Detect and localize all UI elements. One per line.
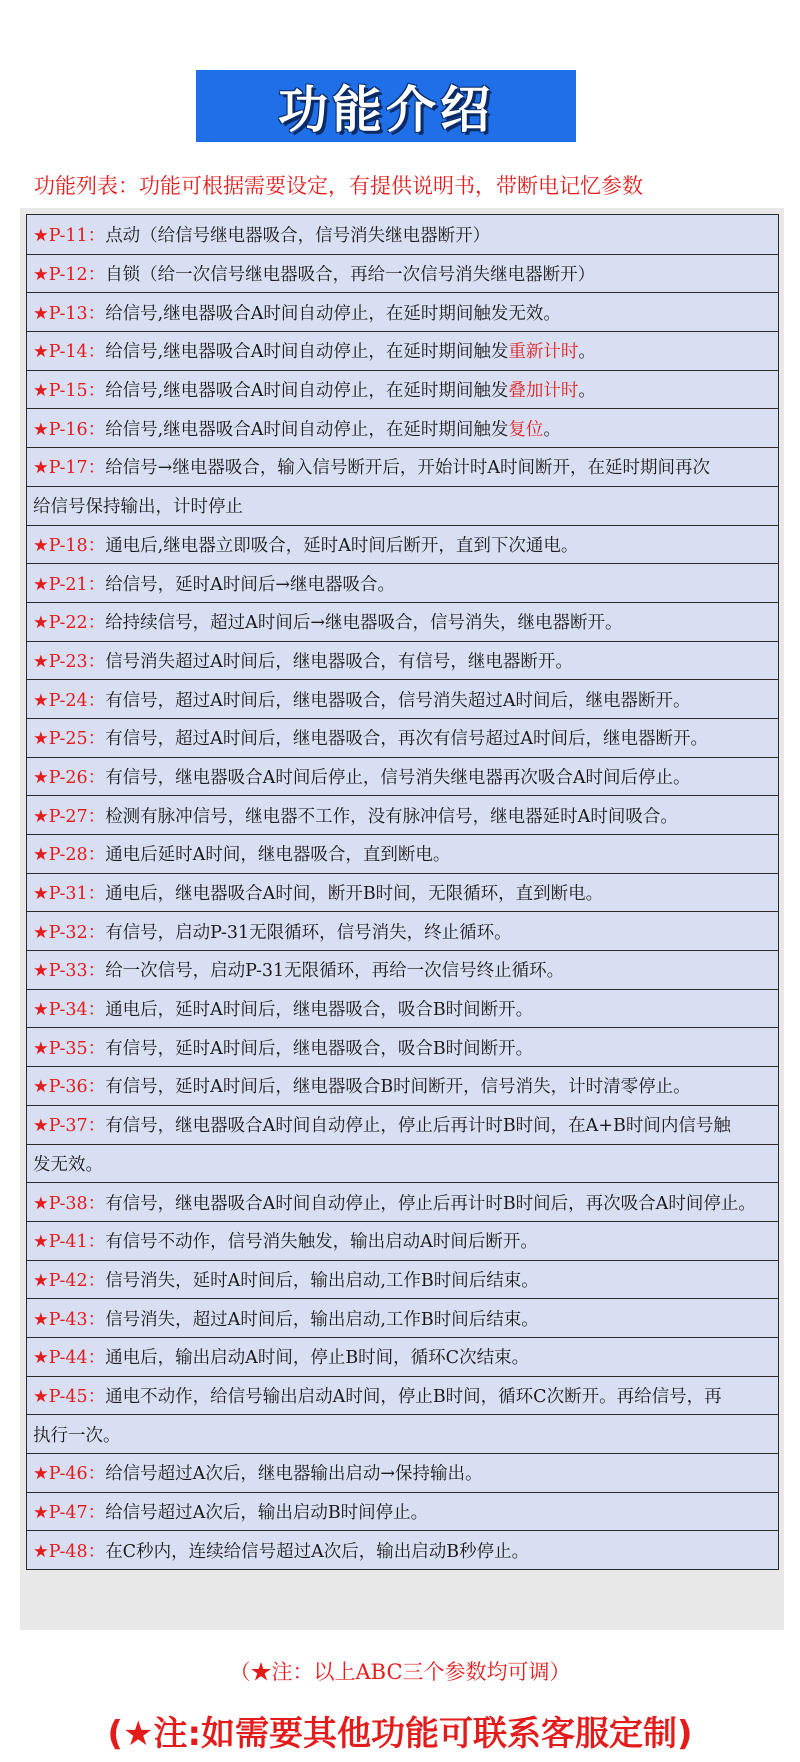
custom-function-note: (★注:如需要其他功能可联系客服定制) xyxy=(107,1714,693,1754)
function-code: ★P-43： xyxy=(33,1309,106,1330)
function-description: 点动（给信号继电器吸合，信号消失继电器断开） xyxy=(105,225,491,246)
function-description: 。 xyxy=(543,419,561,440)
function-code: ★P-28： xyxy=(33,845,106,866)
function-description: 有信号，继电器吸合A时间自动停止，停止后再计时B时间后，再次吸合A时间停止。 xyxy=(105,1193,756,1214)
function-code: ★P-36： xyxy=(33,1077,106,1098)
function-description: 。 xyxy=(578,342,596,363)
table-row xyxy=(27,1260,778,1299)
highlight-text: 复位 xyxy=(508,419,544,440)
function-description: 给一次信号，启动P-31无限循环，再给一次信号终止循环。 xyxy=(105,961,565,982)
table-row xyxy=(27,408,778,447)
highlight-text: 重新计时 xyxy=(508,342,579,363)
function-code: ★P-26： xyxy=(33,767,106,788)
table-row xyxy=(27,602,778,641)
function-description: 通电后延时A时间，继电器吸合，直到断电。 xyxy=(105,845,451,866)
function-code: ★P-17： xyxy=(33,458,106,479)
table-row xyxy=(27,1066,778,1105)
table-row xyxy=(27,873,778,912)
function-code: ★P-14： xyxy=(33,342,106,363)
table-row xyxy=(27,911,778,950)
function-code: ★P-11： xyxy=(33,225,106,246)
table-row xyxy=(27,1182,778,1221)
function-description: 给信号,继电器吸合A时间自动停止，在延时期间触发 xyxy=(105,419,509,440)
function-description: 检测有脉冲信号，继电器不工作，没有脉冲信号，继电器延时A时间吸合。 xyxy=(105,806,678,827)
function-code: ★P-32： xyxy=(33,922,106,943)
table-row xyxy=(27,1337,778,1376)
table-row xyxy=(27,1376,778,1415)
table-row xyxy=(27,834,778,873)
function-code: ★P-22： xyxy=(33,613,106,634)
function-description: 给信号,继电器吸合A时间自动停止，在延时期间触发 xyxy=(105,342,509,363)
table-row xyxy=(27,1105,778,1144)
table-row xyxy=(27,1298,778,1337)
function-description: 给信号,继电器吸合A时间自动停止，在延时期间触发无效。 xyxy=(105,303,561,324)
function-code: ★P-35： xyxy=(33,1038,106,1059)
table-row xyxy=(27,1453,778,1492)
function-description: 执行一次。 xyxy=(33,1425,121,1446)
function-code: ★P-24： xyxy=(33,690,106,711)
function-description: 通电后，延时A时间后，继电器吸合，吸合B时间断开。 xyxy=(105,1000,534,1021)
function-description: 信号消失，超过A时间后，输出启动,工作B时间后结束。 xyxy=(105,1309,539,1330)
table-row xyxy=(27,1492,778,1531)
function-description: 有信号，延时A时间后，继电器吸合，吸合B时间断开。 xyxy=(105,1038,534,1059)
table-row xyxy=(27,679,778,718)
function-code: ★P-47： xyxy=(33,1503,106,1524)
function-description: 在C秒内，连续给信号超过A次后，输出启动B秒停止。 xyxy=(105,1541,530,1562)
parameter-note: （★注：以上ABC三个参数均可调） xyxy=(229,1660,571,1684)
function-description: 给信号超过A次后，继电器输出启动→保持输出。 xyxy=(105,1464,483,1485)
function-description: 通电不动作，给信号输出启动A时间，停止B时间，循环C次断开。再给信号，再 xyxy=(105,1386,722,1407)
function-code: ★P-12： xyxy=(33,265,106,286)
function-description: 通电后，输出启动A时间，停止B时间，循环C次结束。 xyxy=(105,1348,530,1369)
table-row xyxy=(27,254,778,293)
table-row xyxy=(27,1414,778,1453)
function-description: 给信号，延时A时间后→继电器吸合。 xyxy=(105,574,395,595)
table-row xyxy=(27,1530,778,1569)
function-code: ★P-38： xyxy=(33,1193,106,1214)
table-row xyxy=(27,525,778,564)
function-description: 有信号，超过A时间后，继电器吸合，信号消失超过A时间后，继电器断开。 xyxy=(105,690,691,711)
table-row xyxy=(27,292,778,331)
table-row xyxy=(27,989,778,1028)
function-code: ★P-37： xyxy=(33,1116,106,1137)
page-title: 功能介绍 xyxy=(278,81,494,139)
function-description: 通电后，继电器吸合A时间，断开B时间，无限循环，直到断电。 xyxy=(105,884,604,905)
function-code: ★P-41： xyxy=(33,1232,106,1253)
function-description: 有信号，启动P-31无限循环，信号消失，终止循环。 xyxy=(105,922,512,943)
function-code: ★P-45： xyxy=(33,1386,106,1407)
table-row xyxy=(27,757,778,796)
function-code: ★P-42： xyxy=(33,1270,106,1291)
function-code: ★P-33： xyxy=(33,961,106,982)
function-description: 有信号，继电器吸合A时间自动停止，停止后再计时B时间，在A+B时间内信号触 xyxy=(105,1116,731,1137)
function-code: ★P-46： xyxy=(33,1464,106,1485)
function-code: ★P-18： xyxy=(33,535,106,556)
function-description: 给持续信号，超过A时间后→继电器吸合，信号消失，继电器断开。 xyxy=(105,613,623,634)
function-description: 有信号，继电器吸合A时间后停止，信号消失继电器再次吸合A时间后停止。 xyxy=(105,767,691,788)
function-description: 有信号，超过A时间后，继电器吸合，再次有信号超过A时间后，继电器断开。 xyxy=(105,729,708,750)
function-description: 给信号→继电器吸合，输入信号断开后，开始计时A时间断开，在延时期间再次 xyxy=(105,458,710,479)
table-row xyxy=(27,950,778,989)
function-description: 给信号,继电器吸合A时间自动停止，在延时期间触发 xyxy=(105,381,509,402)
function-code: ★P-27： xyxy=(33,806,106,827)
function-description: 。 xyxy=(578,381,596,402)
table-row xyxy=(27,370,778,409)
table-row xyxy=(27,1144,778,1183)
function-table xyxy=(26,214,779,1570)
table-row xyxy=(27,563,778,602)
function-description: 有信号不动作，信号消失触发，输出启动A时间后断开。 xyxy=(105,1232,538,1253)
function-description: 发无效。 xyxy=(33,1154,103,1175)
table-row xyxy=(27,641,778,680)
table-row xyxy=(27,447,778,486)
title-banner xyxy=(196,70,576,142)
function-description: 给信号超过A次后，输出启动B时间停止。 xyxy=(105,1503,429,1524)
function-code: ★P-31： xyxy=(33,884,106,905)
table-row xyxy=(27,718,778,757)
function-description: 信号消失，延时A时间后，输出启动,工作B时间后结束。 xyxy=(105,1270,539,1291)
function-code: ★P-21： xyxy=(33,574,106,595)
function-code: ★P-48： xyxy=(33,1541,106,1562)
function-code: ★P-16： xyxy=(33,419,106,440)
table-row xyxy=(27,1221,778,1260)
function-description: 给信号保持输出，计时停止 xyxy=(33,497,243,518)
function-code: ★P-34： xyxy=(33,1000,106,1021)
function-description: 通电后,继电器立即吸合，延时A时间后断开，直到下次通电。 xyxy=(105,535,579,556)
feature-list-intro: 功能列表：功能可根据需要设定，有提供说明书，带断电记忆参数 xyxy=(34,174,643,198)
function-code: ★P-23： xyxy=(33,651,106,672)
table-row xyxy=(27,1027,778,1066)
table-row xyxy=(27,215,778,254)
function-code: ★P-44： xyxy=(33,1348,106,1369)
function-description: 有信号，延时A时间后，继电器吸合B时间断开，信号消失，计时清零停止。 xyxy=(105,1077,691,1098)
function-description: 信号消失超过A时间后，继电器吸合，有信号，继电器断开。 xyxy=(105,651,573,672)
table-row xyxy=(27,795,778,834)
table-row xyxy=(27,331,778,370)
function-code: ★P-13： xyxy=(33,303,106,324)
table-row xyxy=(27,486,778,525)
function-code: ★P-25： xyxy=(33,729,106,750)
function-code: ★P-15： xyxy=(33,381,106,402)
highlight-text: 叠加计时 xyxy=(508,381,579,402)
function-description: 自锁（给一次信号继电器吸合，再给一次信号消失继电器断开） xyxy=(105,265,596,286)
